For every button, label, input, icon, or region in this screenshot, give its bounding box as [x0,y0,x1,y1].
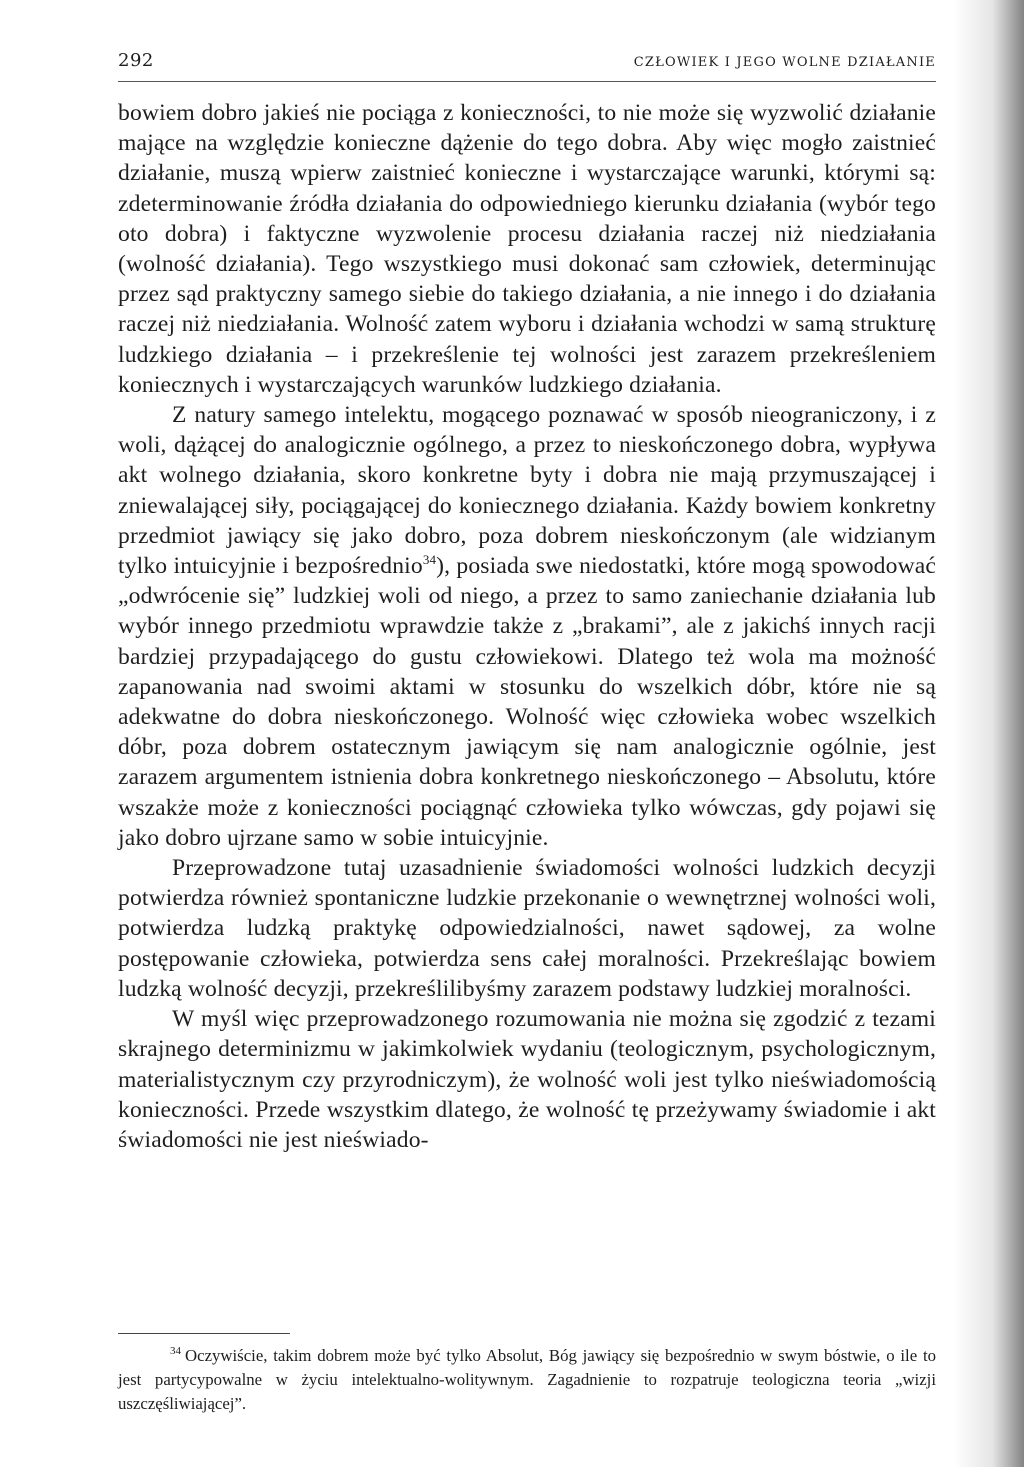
body-text [118,98,936,1155]
paragraph-2-text-b: ), posiada swe niedostatki, które mogą spowodować „odwrócenie się” ludzkiej woli od niego, a przez to samo zaniechanie działania lub wybór innego przedmiotu wprawdzie także z „brakami”, ale z jakichś innych racji bardziej przypadającego do gustu człowiekowi. Dlatego też wola ma możność zapanowania nad swoimi aktami w stosunku do wszelkich dóbr, które nie są adekwatne do dobra nieskończonego. Wolność więc człowieka wobec wszelkich dóbr, poza dobrem ostatecznym jawiącym się nam analogicznie ogólnie, jest zarazem argumentem istnienia dobra konkretnego nieskończonego – Absolutu, które wszakże może z konieczności pociągnąć człowieka tylko wówczas, gdy pojawi się jako dobro ujrzane samo w sobie intuicyjnie. [118,553,937,851]
paragraph-2 [118,400,936,853]
page-edge-shadow [954,0,1024,1467]
footnote [118,1344,936,1416]
footnote-reference: 34 [422,552,437,568]
footnote-body [118,1344,936,1416]
page-header [118,50,936,82]
paragraph-2-text-a: Z natury samego intelektu, mogącego poznawać w sposób nieograniczony, i z woli, dążącej do analogicznie ogólnego, a przez to nieskończonego dobra, wypływa akt wolnego działania, skoro konkretne byty i dobra nie mają przymuszającej i zniewalającej siły, pociągającej do koniecznego działania. Każdy bowiem konkretny przedmiot jawiący się jako dobro, poza dobrem nieskończonym (ale widzianym tylko intuicyjnie i bezpośrednio [118,402,936,580]
footnote-number: 34 [170,1345,181,1358]
paragraph-4: W myśl więc przeprowadzonego rozumowania nie można się zgodzić z tezami skrajnego determinizmu w jakimkolwiek wydaniu (teologicznym, psychologicznym, materialistycznym czy przyrodniczym), że wolność woli jest tylko nieświadomością konieczności. Przede wszystkim dlatego, że wolność tę przeżywamy świadomie i akt świadomości nie jest nieświado- [118,1006,936,1153]
footnote-text: Oczywiście, takim dobrem może być tylko Absolut, Bóg jawiący się bezpośrednio w swym bóstwie, o ile to jest partycypowalne w życiu intelektualno-wolitywnym. Zagadnienie to rozpatruje teologiczna teoria „wizji uszczęśliwiającej”. [118,1346,936,1413]
paragraph-1: bowiem dobro jakieś nie pociąga z konieczności, to nie może się wyzwolić działanie mające na względzie konieczne dążenie do tego dobra. Aby więc mogło zaistnieć działanie, muszą wpierw zaistnieć konieczne i wystarczające warunki, którymi są: zdeterminowanie źródła działania do odpowiedniego kierunku działania (wybór tego oto dobra) i faktyczne wyzwolenie procesu działania raczej niż niedziałania (wolność działania). Tego wszystkiego musi dokonać sam człowiek, determinując przez sąd praktyczny samego siebie do takiego działania, a nie innego i do działania raczej niż niedziałania. Wolność zatem wyboru i działania wchodzi w samą strukturę ludzkiego działania – i przekreślenie tej wolności jest zarazem przekreśleniem koniecznych i wystarczających warunków ludzkiego działania. [118,100,936,398]
running-head: CZŁOWIEK I JEGO WOLNE DZIAŁANIE [633,55,936,70]
page-number: 292 [118,50,154,71]
paragraph-3: Przeprowadzone tutaj uzasadnienie świadomości wolności ludzkich decyzji potwierdza również spontaniczne ludzkie przekonanie o wewnętrznej wolności woli, potwierdza ludzką praktykę odpowiedzialności, nawet sądowej, za wolne postępowanie człowieka, potwierdza sens całej moralności. Przekreślając bowiem ludzką wolność decyzji, przekreślilibyśmy zarazem podstawy ludzkiej moralności. [118,855,936,1002]
footnote-separator [118,1333,290,1334]
